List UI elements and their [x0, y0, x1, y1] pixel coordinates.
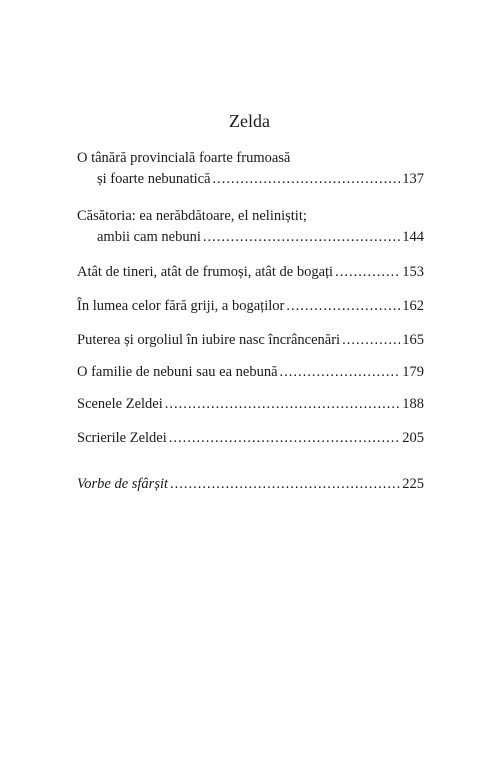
leader-dots — [203, 227, 400, 248]
toc-entry-7[interactable] — [77, 394, 424, 415]
toc-page-number: 205 — [402, 430, 424, 446]
leader-dots — [213, 169, 401, 190]
toc-entry-text: În lumea celor fără griji, a bogaților — [77, 298, 285, 314]
toc-entry-4[interactable] — [77, 296, 424, 317]
toc-entry-text: Atât de tineri, atât de frumoși, atât de bogați — [77, 264, 334, 280]
toc-page-number: 179 — [402, 364, 424, 380]
leader-dots — [170, 474, 400, 495]
leader-dots — [280, 362, 401, 383]
leader-dots — [342, 330, 400, 351]
toc-page-number: 165 — [402, 332, 424, 348]
toc-entry-text: Puterea și orgoliul în iubire nasc încrâncenări — [77, 332, 341, 348]
toc-page-number: 137 — [402, 171, 424, 187]
toc-entry-text-line1: O tânără provincială foarte frumoasă — [77, 150, 291, 166]
toc-entry-3[interactable] — [77, 262, 424, 283]
toc-entry-6[interactable] — [77, 362, 424, 383]
leader-dots — [169, 428, 400, 449]
toc-page-number: 188 — [402, 396, 424, 412]
toc-entry-text: Scenele Zeldei — [77, 396, 163, 412]
toc-page-number: 225 — [402, 476, 424, 492]
toc-entry-8[interactable] — [77, 428, 424, 449]
toc-entry-text: Vorbe de sfârșit — [77, 476, 169, 492]
leader-dots — [165, 394, 401, 415]
toc-entry-text: Scrierile Zeldei — [77, 430, 167, 446]
section-title: Zelda — [229, 111, 270, 131]
leader-dots — [286, 296, 400, 317]
toc-entry-1[interactable] — [77, 148, 424, 190]
toc-entry-2[interactable] — [77, 206, 424, 248]
toc-page-number: 162 — [402, 298, 424, 314]
toc-entry-5[interactable] — [77, 330, 424, 351]
toc-page-number: 144 — [402, 229, 424, 245]
toc-page-number: 153 — [402, 264, 424, 280]
toc-entry-text-line2: și foarte nebunatică — [97, 171, 211, 187]
toc-entry-text: O familie de nebuni sau ea nebună — [77, 364, 278, 380]
toc-entry-text-line2: ambii cam nebuni — [97, 229, 201, 245]
toc-entry-text-line1: Căsătoria: ea nerăbdătoare, el neliniștit; — [77, 208, 307, 224]
toc-entry-9[interactable] — [77, 474, 424, 495]
leader-dots — [335, 262, 400, 283]
